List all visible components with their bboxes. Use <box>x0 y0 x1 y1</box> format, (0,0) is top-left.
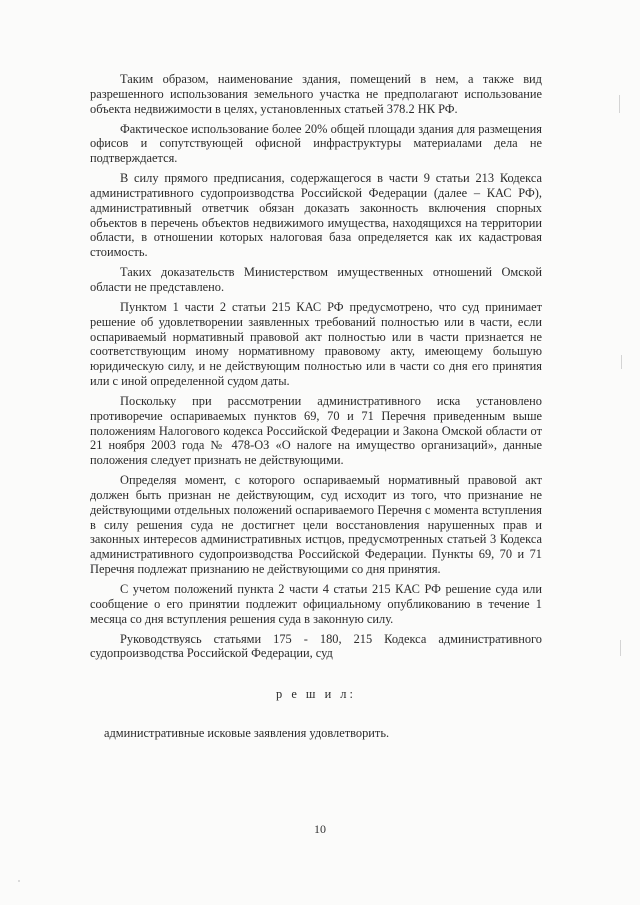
verdict-text: административные исковые заявления удовлетворить. <box>104 726 390 741</box>
page-number: 10 <box>314 822 326 836</box>
paragraph-8: С учетом положений пункта 2 части 4 статьи 215 КАС РФ решение суда или сообщение о его принятии подлежит официальному опубликованию в течение 1 месяца со дня вступления решения суда в законную силу. <box>90 582 542 626</box>
scan-artifact-mark <box>619 95 620 113</box>
scan-artifact-dot <box>18 880 20 882</box>
verdict-heading: р е ш и л: <box>276 687 356 702</box>
scan-artifact-mark <box>621 355 622 369</box>
paragraph-9: Руководствуясь статьями 175 - 180, 215 Кодекса административного судопроизводства Российской Федерации, суд <box>90 631 542 661</box>
scan-artifact-mark <box>620 640 621 656</box>
paragraph-7: Определяя момент, с которого оспариваемый нормативный правовой акт должен быть признан не действующим, суд исходит из того, что признание не действующими отдельных положений оспариваемого Перечня с момента вступления в силу решения суда не достигнет цели восстановления нарушенных прав и законных интересов административных истцов, предусмотренных статьей 3 Кодекса административного судопроизводства Российской Федерации. Пункты 69, 70 и 71 Перечня подлежат признанию не действующими со дня принятия. <box>90 473 542 577</box>
paragraph-2: Фактическое использование более 20% общей площади здания для размещения офисов и сопутствующей офисной инфраструктуры материалами дела не подтверждается. <box>90 121 542 166</box>
paragraph-6: Поскольку при рассмотрении административного иска установлено противоречие оспариваемых пунктов 69, 70 и 71 Перечня приведенным выше положениям Налогового кодекса Российской Федерации и Закона Омской области от 21 ноября 2003 года № 478-ОЗ «О налоге на имущество организаций», данные положения следует признать не действующими. <box>90 393 542 468</box>
paragraph-4: Таких доказательств Министерством имущественных отношений Омской области не представлено. <box>90 265 542 294</box>
paragraph-3: В силу прямого предписания, содержащегося в части 9 статьи 213 Кодекса административного судопроизводства Российской Федерации (далее – КАС РФ), административный ответчик обязан доказать законность включения спорных объектов в перечень объектов недвижимого имущества, находящихся на территории области, в отношении которых налоговая база определяется как их кадастровая стоимость. <box>90 171 542 260</box>
paragraph-1: Таким образом, наименование здания, помещений в нем, а также вид разрешенного использования земельного участка не предполагают использование объекта недвижимости в целях, установленных статьей 378.2 НК РФ. <box>90 72 542 116</box>
document-body <box>90 72 542 741</box>
paragraph-5: Пунктом 1 части 2 статьи 215 КАС РФ предусмотрено, что суд принимает решение об удовлетворении заявленных требований полностью или в части, если оспариваемый нормативный правовой акт полностью или в части признается не соответствующим иному нормативному правовому акту, имеющему большую юридическую силу, и не действующим полностью или в части со дня его принятия или с иной определенной судом даты. <box>90 299 542 389</box>
